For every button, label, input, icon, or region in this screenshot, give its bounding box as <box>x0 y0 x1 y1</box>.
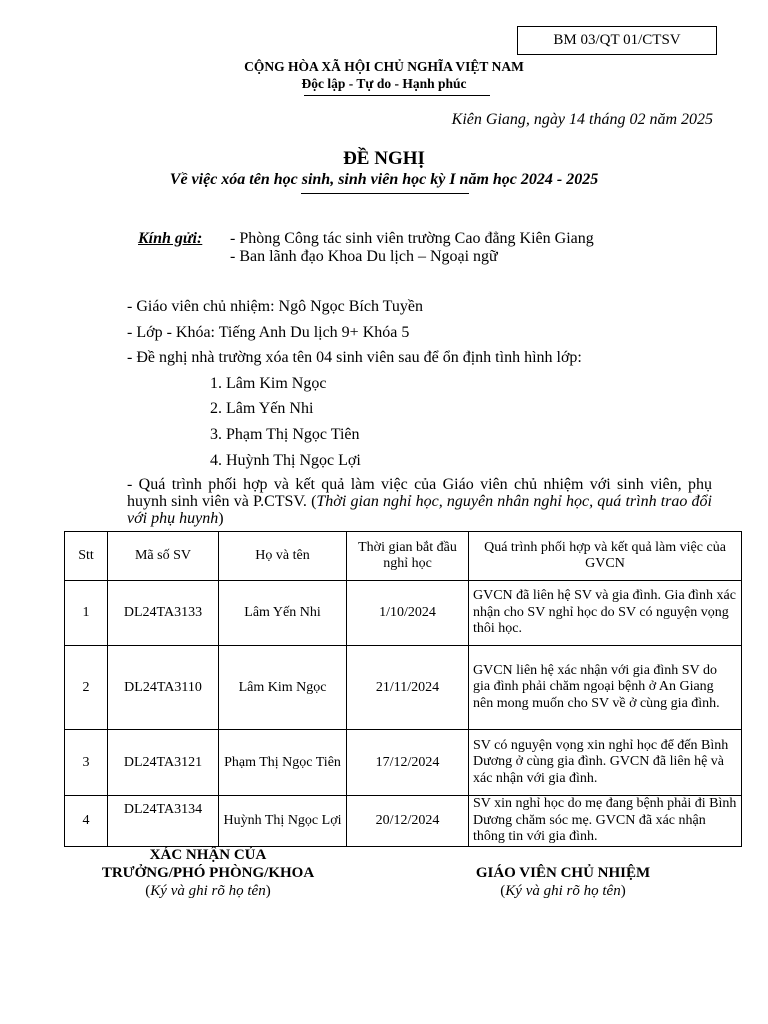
left-signature-title-line2: TRƯỞNG/PHÓ PHÒNG/KHOA <box>101 865 315 881</box>
right-signature-title: GIÁO VIÊN CHỦ NHIỆM <box>475 865 651 881</box>
request-line: - Đề nghị nhà trường xóa tên 04 sinh viên sau để ổn định tình hình lớp: <box>127 349 582 366</box>
cell-start-date: 20/12/2024 <box>347 796 469 847</box>
process-paragraph <box>127 476 712 527</box>
left-signature-title-line1: XÁC NHẬN CỦA <box>149 847 267 863</box>
student-list-item: 1. Lâm Kim Ngọc <box>210 375 327 392</box>
student-list-item: 2. Lâm Yến Nhi <box>210 400 314 417</box>
header-full-name: Họ và tên <box>219 532 347 581</box>
cell-full-name: Lâm Kim Ngọc <box>219 646 347 730</box>
teacher-line: - Giáo viên chủ nhiệm: Ngô Ngọc Bích Tuyền <box>127 298 423 315</box>
cell-process: SV có nguyện vọng xin nghỉ học để đến Bình Dương ở cùng gia đình. GVCN đã liên hệ và xác nhận với gia đình. <box>469 730 742 796</box>
student-list-item: 3. Phạm Thị Ngọc Tiên <box>210 426 360 443</box>
student-list-item: 4. Huỳnh Thị Ngọc Lợi <box>210 452 361 469</box>
cell-start-date: 1/10/2024 <box>347 581 469 646</box>
table-row <box>65 646 742 730</box>
cell-process: SV xin nghỉ học do mẹ đang bệnh phải đi Bình Dương chăm sóc mẹ. GVCN đã xác nhận thông tin với gia đình. <box>469 796 742 847</box>
cell-process: GVCN liên hệ xác nhận với gia đình SV do gia đình phải chăm ngoại bệnh ở An Giang nên mong muốn cho SV về ở cùng gia đình. <box>469 646 742 730</box>
cell-student-id: DL24TA3121 <box>108 730 219 796</box>
cell-full-name: Huỳnh Thị Ngọc Lợi <box>219 796 347 847</box>
left-signature-note: (Ký và ghi rõ họ tên) <box>145 883 271 899</box>
nation-header: CỘNG HÒA XÃ HỘI CHỦ NGHĨA VIỆT NAM <box>244 59 524 74</box>
recipient-item: - Phòng Công tác sinh viên trường Cao đẳng Kiên Giang <box>230 230 594 247</box>
class-line: - Lớp - Khóa: Tiếng Anh Du lịch 9+ Khóa 5 <box>127 324 410 341</box>
process-text: - Quá trình phối hợp và kết quả làm việc của Giáo viên chủ nhiệm với sinh viên, phụ huynh sinh viên và P.CTSV. ( <box>127 476 712 510</box>
left-signature-note-text: Ký và ghi rõ họ tên <box>150 883 266 899</box>
right-signature-note-text: Ký và ghi rõ họ tên <box>505 883 621 899</box>
left-signature-block <box>88 846 328 900</box>
table-row <box>65 581 742 646</box>
process-close: ) <box>218 510 224 527</box>
students-table <box>64 531 742 847</box>
cell-stt: 4 <box>65 796 108 847</box>
cell-stt: 3 <box>65 730 108 796</box>
form-code-box: BM 03/QT 01/CTSV <box>517 26 717 55</box>
table-row <box>65 730 742 796</box>
recipient-item: - Ban lãnh đạo Khoa Du lịch – Ngoại ngữ <box>230 248 498 265</box>
cell-stt: 1 <box>65 581 108 646</box>
header-start-date: Thời gian bắt đầu nghỉ học <box>347 532 469 581</box>
cell-start-date: 21/11/2024 <box>347 646 469 730</box>
cell-student-id: DL24TA3110 <box>108 646 219 730</box>
cell-process: GVCN đã liên hệ SV và gia đình. Gia đình xác nhận cho SV nghỉ học do SV có nguyện vọng thôi học. <box>469 581 742 646</box>
header-student-id: Mã số SV <box>108 532 219 581</box>
right-signature-block <box>448 864 678 900</box>
right-signature-note: (Ký và ghi rõ họ tên) <box>500 883 626 899</box>
subject-underline <box>301 193 469 194</box>
cell-student-id: DL24TA3133 <box>108 581 219 646</box>
document-subject: Về việc xóa tên học sinh, sinh viên học kỳ I năm học 2024 - 2025 <box>169 171 599 188</box>
cell-full-name: Lâm Yến Nhi <box>219 581 347 646</box>
table-row <box>65 796 742 847</box>
recipients-label: Kính gửi: <box>138 230 203 247</box>
header-process: Quá trình phối hợp và kết quả làm việc của GVCN <box>469 532 742 581</box>
cell-full-name: Phạm Thị Ngọc Tiên <box>219 730 347 796</box>
motto-underline <box>304 95 490 96</box>
header-stt: Stt <box>65 532 108 581</box>
cell-student-id: DL24TA3134 <box>108 796 219 847</box>
table-header-row <box>65 532 742 581</box>
process-italic-note: Thời gian nghỉ học, nguyên nhân nghỉ học, quá trình trao đổi với phụ huynh <box>127 493 713 527</box>
place-date: Kiên Giang, ngày 14 tháng 02 năm 2025 <box>451 111 713 128</box>
cell-stt: 2 <box>65 646 108 730</box>
document-title: ĐỀ NGHỊ <box>343 148 425 169</box>
motto: Độc lập - Tự do - Hạnh phúc <box>301 76 467 91</box>
cell-start-date: 17/12/2024 <box>347 730 469 796</box>
